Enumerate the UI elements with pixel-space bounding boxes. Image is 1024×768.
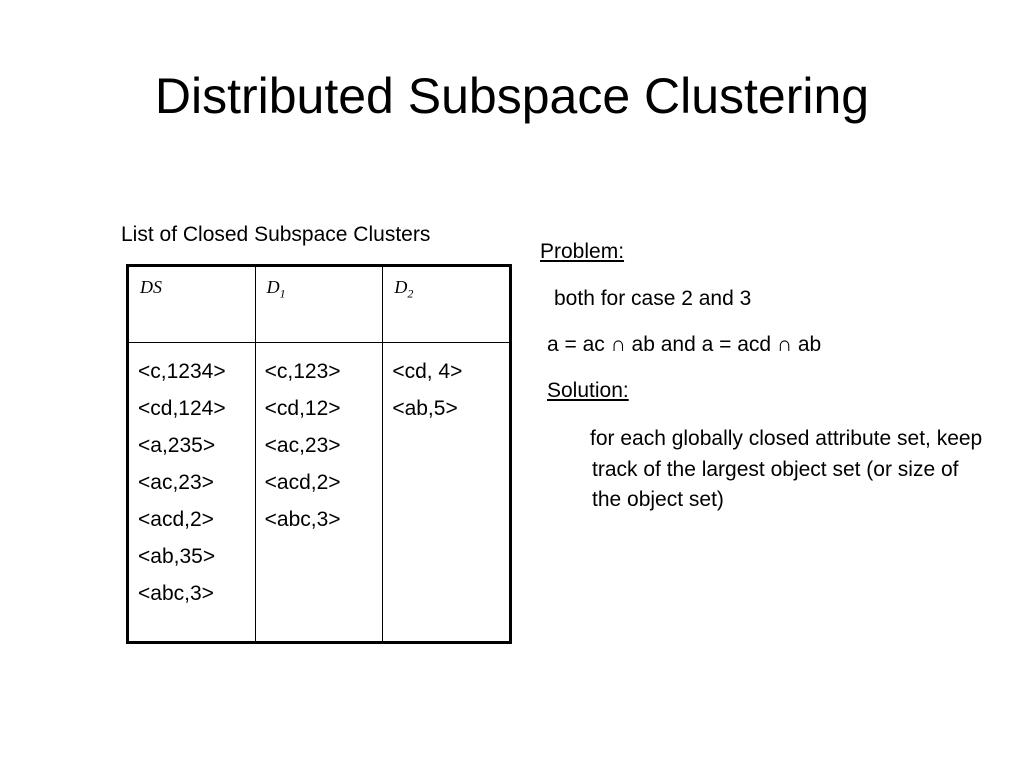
column-cell-ds [128, 343, 256, 643]
cluster-entry: <a,235> [138, 434, 216, 457]
cluster-entry: <ab,5> [392, 397, 458, 420]
table-header-row [128, 266, 511, 343]
cluster-entry: <acd,2> [138, 508, 214, 531]
column-header-d2 [383, 266, 511, 343]
cluster-list-d1 [265, 353, 383, 538]
cluster-entry: <cd, 4> [392, 360, 463, 383]
column-cell-d2 [383, 343, 511, 643]
cluster-entry: <c,123> [264, 360, 341, 383]
table-body-row [128, 343, 511, 643]
header-base: DS [140, 277, 162, 297]
cluster-entry: <ab,35> [138, 545, 216, 568]
cluster-entry: <cd,12> [264, 397, 341, 420]
column-header-ds [128, 266, 256, 343]
table-caption: List of Closed Subspace Clusters [121, 223, 431, 246]
column-cell-d1 [255, 343, 383, 643]
header-sub: 1 [279, 286, 286, 301]
header-base: D [394, 277, 408, 297]
cluster-entry: <ac,23> [138, 471, 214, 494]
problem-heading: Problem: [540, 240, 625, 263]
problem-formula-text: a = ac ∩ ab and a = acd ∩ ab [547, 333, 822, 356]
cluster-entry: <c,1234> [138, 360, 226, 383]
cluster-entry: <ac,23> [264, 434, 341, 457]
cluster-list-ds [138, 353, 255, 612]
solution-text-block [572, 424, 992, 516]
closed-subspace-clusters-table [126, 264, 512, 644]
column-header-d1 [255, 266, 383, 343]
solution-heading: Solution: [547, 379, 629, 402]
slide-title: Distributed Subspace Clustering [154, 68, 870, 124]
solution-text: for each globally closed attribute set, keep track of the largest object set (or size of the object set) [590, 427, 983, 511]
cluster-entry: <acd,2> [264, 471, 341, 494]
cluster-entry: <abc,3> [264, 508, 341, 531]
cluster-entry: <abc,3> [138, 582, 214, 605]
header-sub: 2 [407, 286, 414, 301]
cluster-list-d2 [392, 353, 509, 427]
cluster-entry: <cd,124> [138, 397, 226, 420]
problem-case-text: both for case 2 and 3 [554, 287, 752, 310]
header-base: D [266, 277, 280, 297]
